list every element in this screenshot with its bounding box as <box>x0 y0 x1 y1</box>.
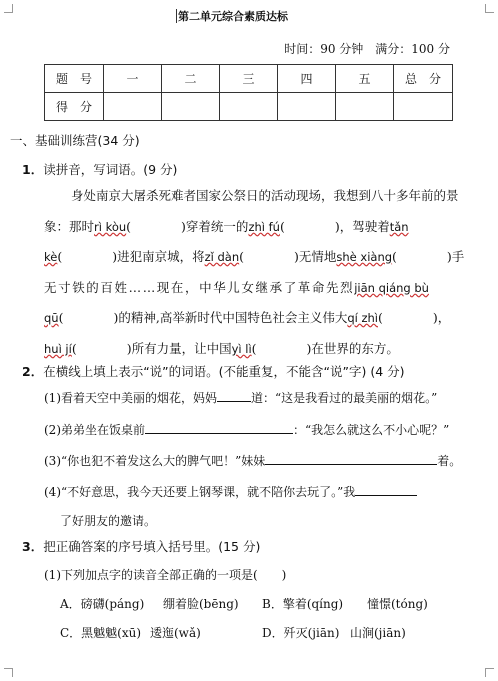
sentence-text: 道：“这是我看过的最美丽的烟花。” <box>251 391 438 405</box>
sentence-text: ：“我怎么就这么不小心呢？” <box>293 423 450 437</box>
q2-sentence-3 <box>44 446 461 477</box>
score-input-cell[interactable] <box>336 93 394 121</box>
q2-sentence-4-cont: 了好朋友的邀请。 <box>60 514 157 528</box>
sentence-text: 着。 <box>437 454 462 468</box>
question-text: 读拼音，写词语。(9 分) <box>43 162 178 177</box>
answer-bracket[interactable]: ( )手 <box>392 249 465 264</box>
score-cell: 题 号 <box>45 65 104 93</box>
answer-blank[interactable] <box>355 483 417 496</box>
page-title: 第二单元综合素质达标 <box>178 10 288 23</box>
score-input-cell[interactable] <box>162 93 220 121</box>
answer-bracket[interactable]: ( )，驾驶着 <box>279 219 390 234</box>
passage-text: 无寸铁的百姓……现在，中华儿女继承了革命先烈 <box>44 280 355 295</box>
answer-blank[interactable] <box>145 421 293 434</box>
option-b-1[interactable]: B．擎着(qíng) <box>262 597 344 611</box>
score-cell: 二 <box>162 65 220 93</box>
question-number: 1． <box>22 162 44 177</box>
passage-line-3 <box>44 241 464 273</box>
q2-sentence-1 <box>44 383 437 414</box>
score-cell: 三 <box>220 65 278 93</box>
option-a-1[interactable]: A．磅礴(páng) <box>60 597 145 611</box>
corner-mark-top-left <box>4 4 13 13</box>
option-c-2: 逶迤(wǎ) <box>150 626 201 640</box>
option-d-2: 山涧(jiān) <box>350 626 406 640</box>
option-b-2: 憧憬(tóng) <box>367 597 428 611</box>
option-a-2: 绷着脸(bēng) <box>163 597 239 611</box>
q2-sentence-2 <box>44 415 449 446</box>
pinyin: kè <box>44 250 58 264</box>
passage-line-2 <box>44 211 409 243</box>
pinyin: jiān qiáng bù <box>354 281 429 295</box>
answer-blank[interactable] <box>217 389 251 402</box>
option-c-1[interactable]: C．黑魆魆(xū) <box>60 626 142 640</box>
corner-mark-bottom-left <box>4 668 13 677</box>
sentence-text: (1)看着天空中美丽的烟花，妈妈 <box>44 391 217 405</box>
pinyin: qí zhì <box>347 311 378 325</box>
pinyin: rì kòu <box>94 220 127 234</box>
question-1 <box>22 160 177 178</box>
corner-mark-bottom-right <box>485 668 494 677</box>
score-cell: 四 <box>278 65 336 93</box>
pinyin: zǐ dàn <box>204 250 240 264</box>
passage-text: 象：那时 <box>44 219 95 234</box>
answer-bracket[interactable]: ( )进犯南京城，将 <box>57 249 205 264</box>
question-3 <box>22 537 260 555</box>
question-text: 把正确答案的序号填入括号里。(15 分) <box>43 539 261 554</box>
score-input-cell[interactable] <box>394 93 453 121</box>
answer-bracket[interactable]: ( )所有力量，让中国 <box>71 341 232 356</box>
score-cell: 总 分 <box>394 65 453 93</box>
question-2 <box>22 362 405 380</box>
passage-line-5 <box>44 302 450 334</box>
corner-mark-top-right <box>485 4 494 13</box>
sentence-text: (3)“你也犯不着发这么大的脾气吧！”妹妹 <box>44 454 266 468</box>
answer-bracket[interactable]: ( )， <box>378 310 451 325</box>
answer-bracket[interactable]: ( )在世界的东方。 <box>251 341 399 356</box>
score-cell: 得 分 <box>45 93 104 121</box>
q3-subquestion-1: (1)下列加点字的读音全部正确的一项是( ) <box>44 568 287 582</box>
passage-line-1: 身处南京大屠杀死难者国家公祭日的活动现场，我想到八十多年前的景 <box>71 188 459 203</box>
q2-sentence-4 <box>44 477 417 508</box>
pinyin: tǎn <box>389 220 409 234</box>
score-cell: 五 <box>336 65 394 93</box>
score-table-score-row <box>45 93 453 121</box>
answer-bracket[interactable]: ( )穿着统一的 <box>126 219 249 234</box>
score-table-header-row <box>45 65 453 93</box>
sentence-text: (4)“不好意思，我今天还要上钢琴课，就不陪你去玩了。”我 <box>44 485 356 499</box>
pinyin: zhì fú <box>248 220 280 234</box>
sentence-text: (2)弟弟坐在饭桌前 <box>44 423 145 437</box>
pinyin: huì jí <box>44 342 72 356</box>
title-cursor-line <box>176 9 177 23</box>
pinyin: shè xiàng <box>336 250 393 264</box>
question-number: 3． <box>22 539 44 554</box>
question-number: 2． <box>22 364 44 379</box>
passage-line-6 <box>44 333 399 365</box>
pinyin: yì lì <box>231 342 252 356</box>
score-input-cell[interactable] <box>220 93 278 121</box>
score-table <box>44 64 453 121</box>
score-cell: 一 <box>104 65 162 93</box>
score-input-cell[interactable] <box>104 93 162 121</box>
answer-bracket[interactable]: ( )的精神,高举新时代中国特色社会主义伟大 <box>58 310 348 325</box>
option-d-1[interactable]: D．歼灭(jiān) <box>262 626 340 640</box>
score-input-cell[interactable] <box>278 93 336 121</box>
passage-line-4 <box>44 272 429 304</box>
answer-bracket[interactable]: ( )无情地 <box>239 249 337 264</box>
exam-time-info: 时间：90 分钟 满分：100 分 <box>284 42 450 56</box>
question-text: 在横线上填上表示“说”的词语。(不能重复，不能含“说”字) (4 分) <box>43 364 405 379</box>
pinyin: qū <box>44 311 59 325</box>
answer-blank[interactable] <box>265 452 437 465</box>
section-heading: 一、基础训练营(34 分) <box>10 133 140 148</box>
